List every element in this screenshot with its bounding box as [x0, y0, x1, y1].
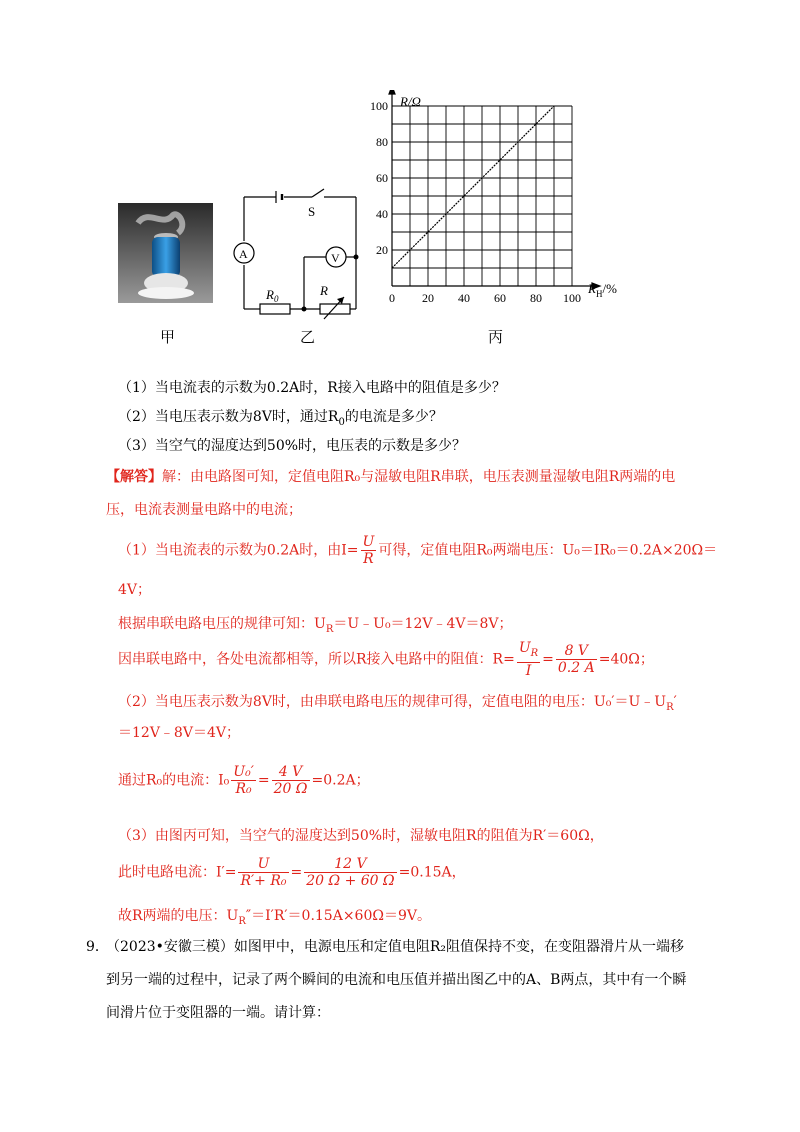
x-tick-label: 40 [458, 291, 470, 305]
solution-step-8: 故R两端的电压：$U_R''=I'R'=0.15A\times 60\Omega=9V$。 [118, 908, 431, 927]
solution-step-4-cont: ＝12V﹣8V＝4V； [118, 725, 240, 741]
problem-9-number: 9． [86, 939, 109, 955]
x-tick-label: 80 [530, 291, 542, 305]
x-tick-label: 60 [494, 291, 506, 305]
problem-9-line-2: 到另一端的过程中，记录了两个瞬间的电流和电压值并描出图乙中的A、B两点，其中有一个瞬 [106, 972, 687, 988]
figure-yi-caption: 乙 [300, 328, 316, 346]
figure-jia-caption: 甲 [160, 328, 176, 346]
x-axis-label: $R_H/\%$ [588, 281, 617, 299]
question-3: （3）当空气的湿度达到50%时，电压表的示数是多少？ [118, 438, 467, 454]
circuit-diagram [232, 185, 368, 320]
y-axis-label: R/Ω [400, 94, 421, 109]
question-1: （1）当电流表的示数为0.2A时，R接入电路中的阻值是多少？ [118, 380, 506, 396]
ammeter-label: A [239, 247, 248, 261]
x-tick-label: 0 [389, 291, 395, 305]
solution-step-7: 此时电路电流：I′= $\frac{U}{\text{R′+ R₀}}$ = $\frac{12 V}{20 \Omega + 60 \Omega}$ =0.15A， [118, 856, 466, 889]
question-2: （2）当电压表示数为8V时，通过$R_0$的电流是多少？ [118, 409, 443, 428]
y-tick-label: 40 [376, 207, 388, 221]
r-label: R [320, 283, 328, 298]
y-tick-label: 60 [376, 171, 388, 185]
series-line [392, 106, 554, 268]
y-tick-label: 80 [376, 135, 388, 149]
y-tick-label: 20 [376, 243, 388, 257]
solution-intro-1: 【解答】解：由电路图可知，定值电阻R₀与湿敏电阻R串联，电压表测量湿敏电阻R两端的电 [106, 469, 676, 485]
figure-bing-caption: 丙 [488, 328, 504, 346]
humidifier-photo [118, 203, 213, 303]
voltmeter-label: V [331, 251, 340, 265]
y-axis-arrow [389, 90, 395, 94]
solution-step-1-cont: 4V； [118, 582, 152, 598]
switch-label: S [308, 204, 316, 219]
x-tick-label: 20 [422, 291, 434, 305]
y-tick-label: 100 [370, 99, 388, 113]
solution-step-3: 因串联电路中，各处电流都相等，所以R接入电路中的阻值：R= $\frac{U_R}{I}$ = $\frac{8 V}{0.2 A}$ =40Ω； [118, 640, 654, 679]
solution-intro-2: 压，电流表测量电路中的电流； [106, 502, 302, 518]
r0-label: $R_0$ [266, 287, 279, 304]
x-tick-label: 100 [563, 291, 581, 305]
solution-step-1: （1）当电流表的示数为0.2A时，由I= $\frac{U}{R}$ 可得，定值电阻R₀两端电压：U₀＝IR₀＝0.2A×20Ω＝ [118, 534, 718, 567]
solution-step-2: 根据串联电路电压的规律可知：$U_R=U﹣U_0=12V﹣4V=8V$； [118, 616, 513, 635]
solution-step-4: （2）当电压表示数为8V时，由串联电路电压的规律可得，定值电阻的电压：$U_0'=U﹣U_R'$ [118, 694, 677, 713]
solution-tag: 【解答】 [106, 469, 162, 485]
problem-9-line-1: （2023•安徽三模）如图甲中，电源电压和定值电阻R₂阻值保持不变，在变阻器滑片从一端移 [106, 939, 685, 955]
problem-9-line-3: 间滑片位于变阻器的一端。请计算： [106, 1005, 330, 1021]
solution-step-5: 通过R₀的电流：I₀ $\frac{\text{U₀′}}{\text{R₀}}$ = $\frac{4 V}{20 \Omega}$ =0.2A； [118, 764, 370, 797]
solution-step-6: （3）由图丙可知，当空气的湿度达到50%时，湿敏电阻R的阻值为R′＝60Ω， [118, 828, 604, 844]
resistance-humidity-chart [362, 90, 632, 330]
